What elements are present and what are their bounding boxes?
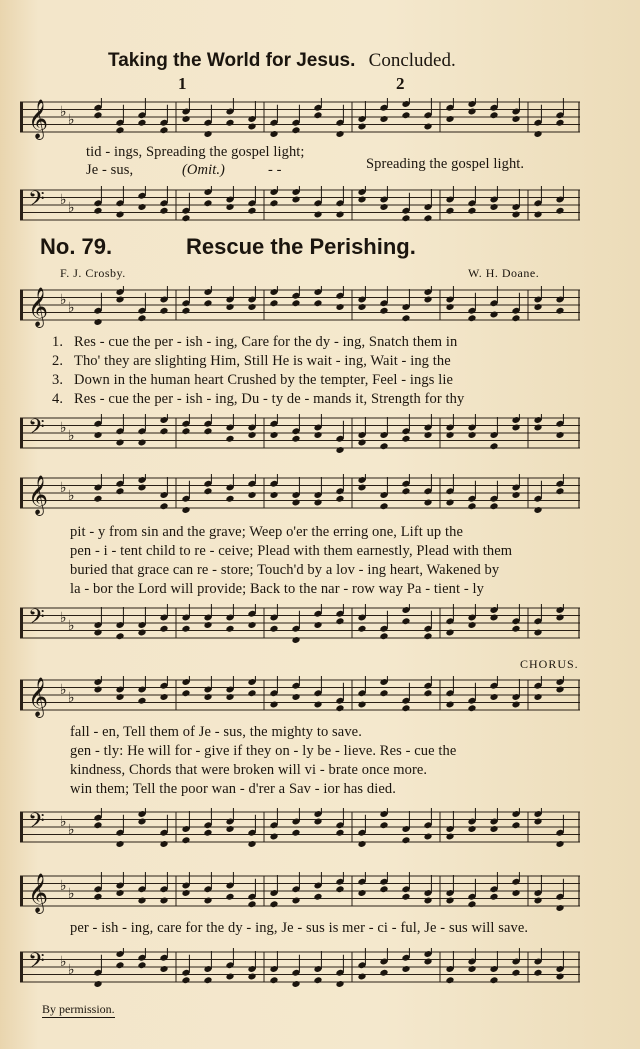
- verse-number: 1.: [52, 334, 64, 350]
- svg-text:♭: ♭: [60, 610, 67, 626]
- lyric-text: buried that grace can re - store; Touch'd by a lov - ing heart, Wakened by: [70, 562, 500, 578]
- concluded-lyric-2c: - -: [268, 162, 282, 178]
- svg-text:♭: ♭: [60, 292, 67, 308]
- permission-note: By permission.: [42, 1002, 115, 1016]
- chorus-label: CHORUS.: [520, 657, 579, 671]
- lyric-text: fall - en, Tell them of Je - sus, the mighty to save.: [70, 724, 362, 740]
- lyric-text: pen - i - tent child to re - ceive; Plead with them earnestly, Plead with them: [70, 543, 513, 559]
- svg-text:♭: ♭: [68, 112, 75, 128]
- lyric-text: la - bor the Lord will provide; Back to the nar - row way Pa - tient - ly: [70, 581, 484, 597]
- staff-drawing: [20, 98, 580, 140]
- svg-text:𝄞: 𝄞: [28, 99, 49, 139]
- staff-drawing: [20, 286, 580, 328]
- system-1-treble-staff: [20, 286, 580, 327]
- system-1-bass-staff: [20, 414, 580, 448]
- lyric-line: [70, 781, 456, 800]
- system-2-treble-staff: [20, 474, 580, 515]
- composer-credit: W. H. Doane.: [468, 266, 540, 280]
- hymn-number: No. 79.: [40, 234, 113, 259]
- svg-text:♭: ♭: [60, 420, 67, 436]
- svg-text:𝄢: 𝄢: [28, 415, 45, 445]
- system-4-treble-staff: [20, 872, 580, 913]
- svg-text:♭: ♭: [68, 618, 75, 634]
- concluded-title: [108, 50, 456, 72]
- lyric-text: Tho' they are slighting Him, Still He is wait - ing, Wait - ing the: [74, 353, 451, 369]
- svg-text:♭: ♭: [68, 886, 75, 902]
- concluded-lyric-2b: (Omit.): [182, 162, 225, 178]
- staff-drawing: [20, 474, 580, 516]
- system-3-lyrics: [70, 724, 456, 800]
- ending-2-label: 2: [396, 74, 405, 93]
- system-4-bass-staff: [20, 948, 580, 982]
- ending-1-label: 1: [178, 74, 187, 93]
- concluded-subtitle: Concluded.: [368, 50, 456, 71]
- svg-text:𝄢: 𝄢: [28, 949, 45, 979]
- lyric-text: pit - y from sin and the grave; Weep o'er the erring one, Lift up the: [70, 524, 464, 540]
- lyric-text: per - ish - ing, care for the dy - ing, Je - sus is mer - ci - ful, Je - sus will save.: [70, 920, 529, 936]
- svg-text:𝄢: 𝄢: [28, 605, 45, 635]
- svg-text:♭: ♭: [68, 690, 75, 706]
- lyric-line: [52, 391, 464, 410]
- system-2-bass-staff: [20, 604, 580, 638]
- system-3-treble-staff: [20, 676, 580, 717]
- system-2-lyrics: [70, 524, 512, 600]
- concluded-title-text: Taking the World for Jesus.: [108, 50, 356, 71]
- staff-drawing: [20, 414, 580, 456]
- svg-text:♭: ♭: [68, 300, 75, 316]
- lyric-line: [70, 724, 456, 743]
- concluded-lyric-2d: Spreading the gospel light.: [366, 156, 525, 172]
- svg-text:♭: ♭: [60, 104, 67, 120]
- staff-drawing: [20, 186, 580, 228]
- svg-text:♭: ♭: [60, 192, 67, 208]
- lyric-line: [52, 353, 464, 372]
- lyric-line: [52, 334, 464, 353]
- svg-text:♭: ♭: [60, 682, 67, 698]
- staff-drawing: [20, 604, 580, 646]
- svg-text:𝄞: 𝄞: [28, 873, 49, 913]
- concluded-treble-staff: [20, 98, 580, 139]
- svg-text:♭: ♭: [68, 822, 75, 838]
- concluded-lyric-1: tid - ings, Spreading the gospel light;: [86, 144, 305, 160]
- system-3-bass-staff: [20, 808, 580, 842]
- staff-drawing: [20, 676, 580, 718]
- svg-text:♭: ♭: [60, 878, 67, 894]
- lyric-line: [52, 372, 464, 391]
- lyric-line: [70, 762, 456, 781]
- svg-text:♭: ♭: [68, 488, 75, 504]
- svg-text:♭: ♭: [68, 428, 75, 444]
- lyric-line: [70, 920, 528, 939]
- verse-number: 2.: [52, 353, 64, 369]
- verse-number: 3.: [52, 372, 64, 388]
- lyric-text: kindness, Chords that were broken will vi - brate once more.: [70, 762, 428, 778]
- lyric-line: [70, 524, 512, 543]
- svg-text:𝄞: 𝄞: [28, 287, 49, 327]
- hymn-title: Rescue the Perishing.: [186, 234, 416, 259]
- lyric-text: Res - cue the per - ish - ing, Du - ty de - mands it, Strength for thy: [74, 391, 465, 407]
- staff-drawing: [20, 948, 580, 990]
- system-4-lyrics: [70, 920, 528, 939]
- lyric-text: Down in the human heart Crushed by the tempter, Feel - ings lie: [74, 372, 454, 388]
- lyric-text: gen - tly: He will for - give if they on - ly be - lieve. Res - cue the: [70, 743, 457, 759]
- svg-text:♭: ♭: [68, 962, 75, 978]
- concluded-bass-staff: [20, 186, 580, 220]
- lyric-line: [70, 543, 512, 562]
- svg-text:𝄞: 𝄞: [28, 677, 49, 717]
- svg-text:♭: ♭: [60, 954, 67, 970]
- lyric-line: [70, 581, 512, 600]
- svg-text:♭: ♭: [60, 814, 67, 830]
- svg-text:♭: ♭: [60, 480, 67, 496]
- author-credit: F. J. Crosby.: [60, 266, 126, 280]
- lyric-text: win them; Tell the poor wan - d'rer a Sav - ior has died.: [70, 781, 396, 797]
- lyric-line: [70, 562, 512, 581]
- system-1-lyrics: [52, 334, 464, 410]
- svg-text:𝄢: 𝄢: [28, 187, 45, 217]
- staff-drawing: [20, 872, 580, 914]
- lyric-text: Res - cue the per - ish - ing, Care for the dy - ing, Snatch them in: [74, 334, 458, 350]
- lyric-line: [70, 743, 456, 762]
- staff-drawing: [20, 808, 580, 850]
- svg-text:♭: ♭: [68, 200, 75, 216]
- verse-number: 4.: [52, 391, 64, 407]
- svg-text:𝄞: 𝄞: [28, 475, 49, 515]
- svg-text:𝄢: 𝄢: [28, 809, 45, 839]
- concluded-lyric-2a: Je - sus,: [86, 162, 134, 178]
